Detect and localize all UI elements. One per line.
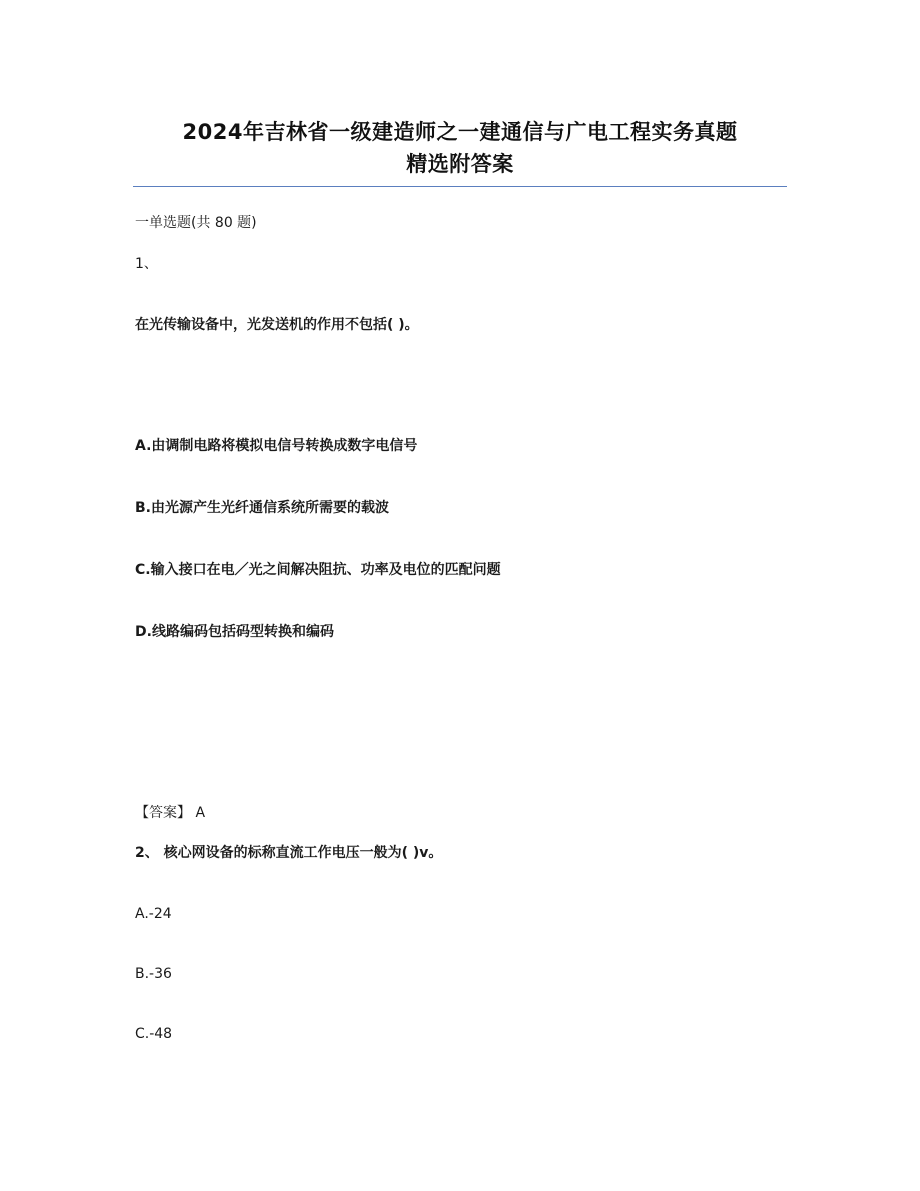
question-2-option-b: B.-36 [135,966,172,982]
question-2-option-c: C.-48 [135,1026,173,1042]
document-title-line-1: 2024年吉林省一级建造师之一建通信与广电工程实务真题 [182,120,738,144]
question-1-option-b: B.由光源产生光纤通信系统所需要的载波 [135,500,389,516]
question-2-option-a: A.-24 [135,906,172,922]
question-1-option-a: A.由调制电路将模拟电信号转换成数字电信号 [135,438,418,454]
section-heading: 一单选题(共 80 题) [135,215,257,231]
question-2-stem: 2、 核心网设备的标称直流工作电压一般为( )v。 [135,845,443,861]
question-1-option-d: D.线路编码包括码型转换和编码 [135,624,334,640]
document-title-line-2: 精选附答案 [406,152,514,176]
question-1-number: 1、 [135,256,158,272]
question-1-stem: 在光传输设备中，光发送机的作用不包括( )。 [135,317,419,333]
title-divider [133,186,787,187]
question-1-answer: 【答案】 A [135,805,206,821]
question-1-option-c: C.输入接口在电／光之间解决阻抗、功率及电位的匹配问题 [135,562,501,578]
